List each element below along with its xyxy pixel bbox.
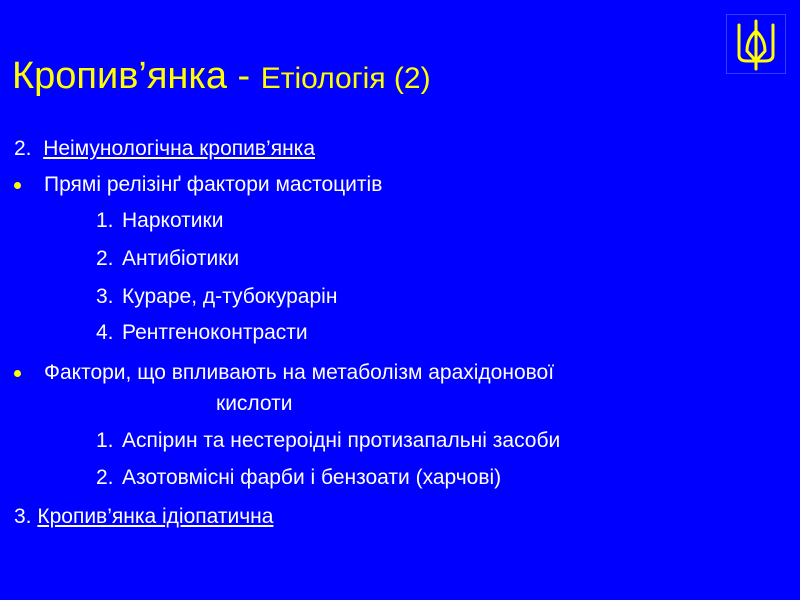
list-item-text: Антибіотики [122, 247, 240, 270]
list-item-number: 2. [96, 466, 114, 489]
list-item-number: 3. [96, 285, 114, 308]
title-main: Кропив’янка - [12, 55, 261, 97]
list-item-text: Кураре, д-тубокурарін [122, 285, 338, 308]
list-item-text: Азотовмісні фарби і бензоати (харчові) [122, 466, 502, 489]
bullet-item-2-line-2: кислоти [216, 392, 293, 415]
list-item-number: 4. [96, 321, 114, 344]
section-2-label: Неімунологічна кропив’янка [43, 137, 315, 160]
list-item [96, 284, 337, 310]
list-item [96, 428, 560, 454]
section-3-number: 3. [14, 505, 32, 528]
list-item [96, 320, 308, 346]
ukrainian-trident-icon [727, 15, 785, 73]
list-item-number: 1. [96, 429, 114, 452]
section-3-heading [14, 504, 273, 530]
list-item [96, 208, 223, 234]
list-item-text: Наркотики [122, 209, 224, 232]
list-item [96, 246, 239, 272]
bullet-item-2-line-1: Фактори, що впливають на метаболізм арахідонової [44, 361, 555, 384]
bullet-item-1: Прямі релізінґ фактори мастоцитів [44, 173, 383, 196]
list-item [96, 465, 501, 491]
bullet-marker-1 [14, 182, 21, 189]
list-item-number: 2. [96, 247, 114, 270]
list-item-number: 1. [96, 209, 114, 232]
section-2-number: 2. [14, 137, 32, 160]
trident-emblem [726, 14, 786, 74]
section-3-label: Кропив’янка ідіопатична [37, 505, 274, 528]
list-item-text: Аспірин та нестероідні протизапальні засоби [122, 429, 561, 452]
section-2-heading [14, 136, 315, 162]
bullet-marker-2 [14, 370, 21, 377]
slide-title [12, 52, 431, 103]
title-sub: Етіологія (2) [260, 62, 431, 95]
list-item-text: Рентгеноконтрасти [122, 321, 308, 344]
